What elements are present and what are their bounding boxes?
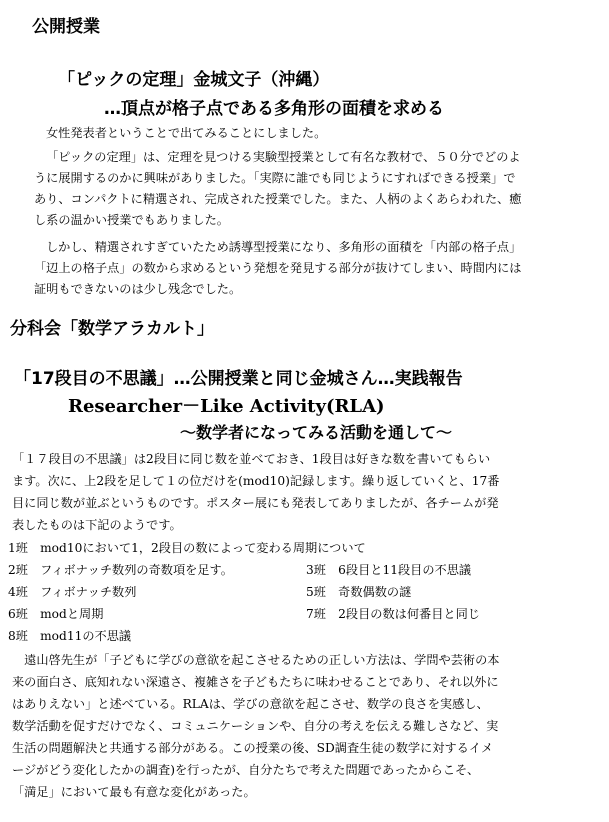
text-line: ます。次に、上2段を足して１の位だけを(mod10)記録します。繰り返していくと、17番 [12,474,500,488]
text-line: 数学活動を促すだけでなく、コミュニケーションや、自分の考えを伝える難しさなど、実 [12,719,499,733]
text-line: 「辺上の格子点」の数から求めるという発想を発見する部分が抜けてしまい、時間内には [34,261,522,275]
section-heading: 公開授業 [32,17,100,37]
team-item-2: 2班 フィボナッチ数列の奇数項を足す。 [8,563,233,577]
lesson-paragraph-1 [46,123,602,144]
report-intro [12,448,596,536]
text-line: しかし、精選されすぎていたため誘導型授業になり、多角形の面積を「内部の格子点」 [46,240,522,254]
text-line: ージがどう変化したかの調査)を行ったが、自分たちで考えた問題であったからこそ、 [12,763,480,777]
text-line: 表したものは下記のようです。 [12,518,182,532]
text-line: 「１７段目の不思議」は2段目に同じ数を並べておき、1段目は好きな数を書いてもらい [12,452,491,466]
text-line: 女性発表者ということで出てみることにしました。 [46,126,327,140]
report-title-english: Researcher－Like Activity(RLA) [68,396,385,417]
lesson-paragraph-3 [34,237,590,300]
text-line: うに展開するのかに興味がありました。「実際に誰でも同じようにすればできる授業」で [34,171,516,185]
team-item-4: 4班 フィボナッチ数列 [8,585,137,599]
text-line: 来の面白さ、底知れない深遠さ、複雑さを子どもたちに味わせることであり、それ以外に [12,675,499,689]
text-line: あり、コンパクトに精選され、完成された授業でした。また、人柄のよくあらわれた、癒 [34,192,522,206]
team-item-5: 5班 奇数偶数の謎 [306,585,412,599]
report-subtitle: ～数学者になってみる活動を通して～ [180,423,453,442]
text-line: 証明もできないのは少し残念でした。 [34,282,242,296]
bunka-heading: 分科会「数学アラカルト」 [10,319,214,339]
team-item-6: 6班 modと周期 [8,607,104,621]
lesson-subtitle: …頂点が格子点である多角形の面積を求める [104,99,444,119]
text-line: し系の温かい授業でもありました。 [34,213,229,227]
lesson-paragraph-2 [34,147,590,231]
text-line: 遠山啓先生が「子どもに学びの意欲を起こさせるための正しい方法は、学問や芸術の本 [12,653,500,667]
text-line: はありえない」と述べている。RLAは、学びの意欲を起こさせ、数学の良さを実感し、 [12,697,489,711]
text-line: 「ピックの定理」は、定理を見つける実験型授業として有名な教材で、５０分でどのよ [46,150,521,164]
lesson-title: 「ピックの定理」金城文子（沖縄） [58,70,330,90]
text-line: 「満足」において最も有意な変化があった。 [12,785,256,799]
report-title: 「17段目の不思議」…公開授業と同じ金城さん…実践報告 [14,369,463,389]
team-item-7: 7班 2段目の数は何番目と同じ [306,607,480,621]
team-item-3: 3班 6段目と11段目の不思議 [306,563,472,577]
team-item-8: 8班 mod11の不思議 [8,629,132,643]
team-item-1: 1班 mod10において1，2段目の数によって変わる周期について [8,541,366,555]
text-line: 生活の問題解決と共通する部分がある。この授業の後、SD調査生徒の数学に対するイメ [12,741,494,755]
text-line: 目に同じ数が並ぶというものです。ポスター展にも発表してありましたが、各チームが発 [12,496,499,510]
report-closing [12,649,596,803]
